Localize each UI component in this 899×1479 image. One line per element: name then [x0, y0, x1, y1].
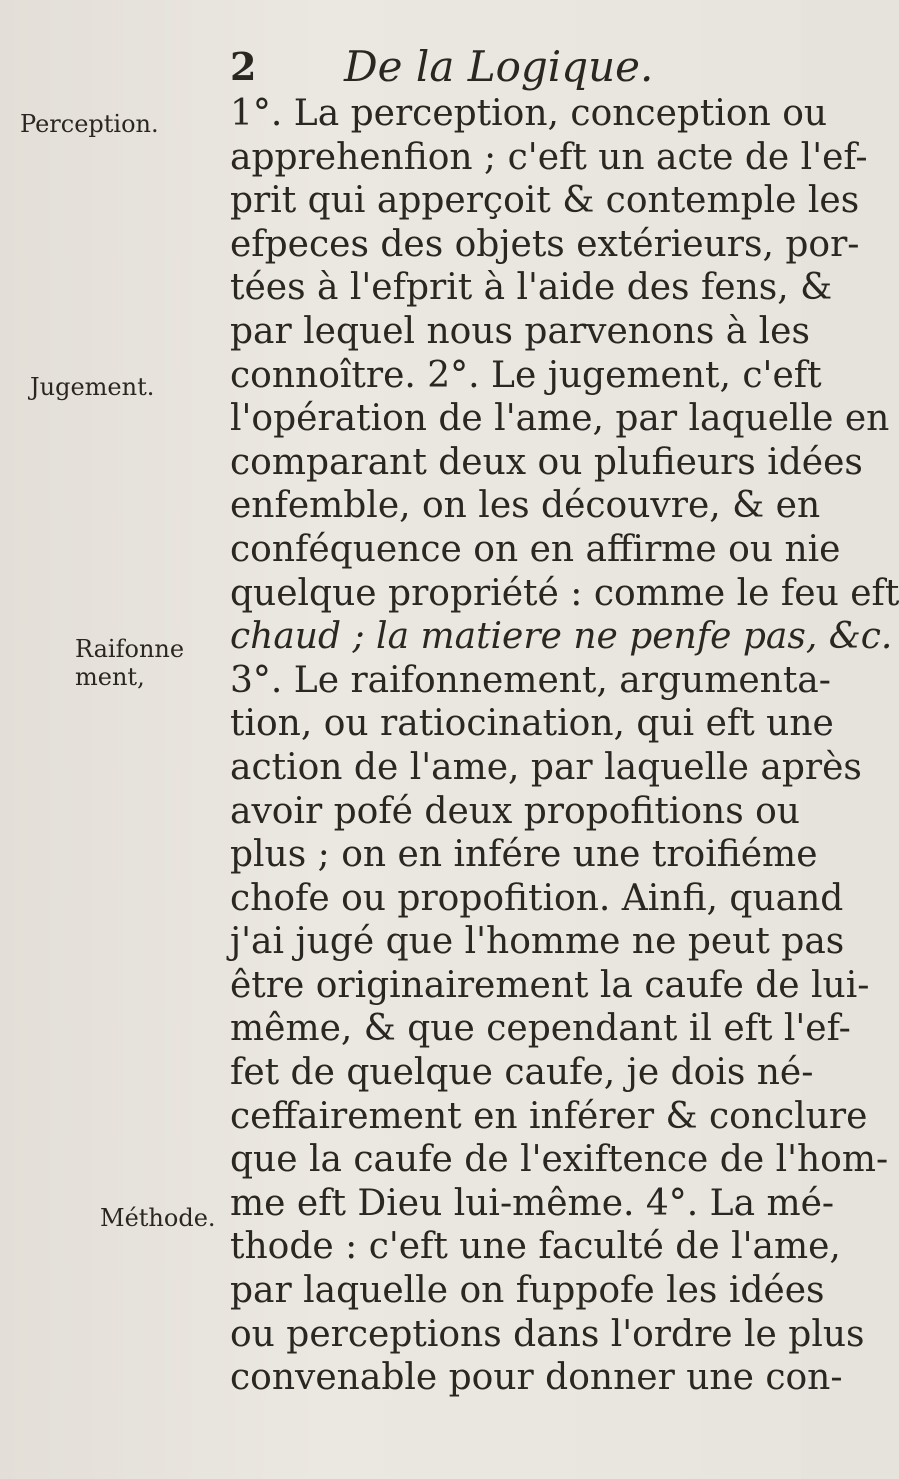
- text-line: même, & que cependant il eft l'ef-: [230, 1008, 851, 1050]
- text-line: chaud ; la matiere ne penfe pas, &c.: [230, 616, 893, 658]
- text-line: action de l'ame, par laquelle après: [230, 746, 862, 788]
- page-header: [210, 42, 670, 92]
- text-line: j'ai jugé que l'homme ne peut pas: [230, 921, 845, 963]
- margin-note-perception: Perception.: [20, 110, 159, 138]
- page-number: 2: [230, 44, 257, 89]
- margin-note-raisonnement: Raifonne: [75, 635, 185, 663]
- text-line: tion, ou ratiocination, qui eft une: [230, 703, 834, 745]
- text-line: ceffairement en inférer & conclure: [230, 1095, 868, 1137]
- text-line: ou perceptions dans l'ordre le plus: [230, 1313, 865, 1355]
- margin-note-methode: Méthode.: [100, 1204, 216, 1232]
- text-line: enfemble, on les découvre, & en: [230, 485, 821, 527]
- text-line: prit qui apperçoit & contemple les: [230, 180, 860, 222]
- text-line: me eft Dieu lui-même. 4°. La mé-: [230, 1182, 835, 1224]
- margin-note-raisonnement-cont: ment,: [75, 663, 145, 691]
- text-line: par lequel nous parvenons à les: [230, 310, 810, 352]
- text-line: chofe ou propofition. Ainfi, quand: [230, 877, 844, 919]
- text-line: convenable pour donner une con-: [230, 1357, 843, 1399]
- text-line: plus ; on en infére une troifiéme: [230, 834, 818, 876]
- text-line: connoître. 2°. Le jugement, c'eft: [230, 354, 822, 396]
- text-line: quelque propriété : comme le feu eft: [230, 572, 899, 614]
- text-line: efpeces des objets extérieurs, por-: [230, 223, 860, 265]
- body-text: [230, 92, 899, 1400]
- text-line: l'opération de l'ame, par laquelle en: [230, 398, 890, 440]
- text-line: comparant deux ou plufieurs idées: [230, 441, 863, 483]
- text-line: conféquence on en affirme ou nie: [230, 528, 841, 570]
- text-line: par laquelle on fuppofe les idées: [230, 1270, 825, 1312]
- text-line: fet de quelque caufe, je dois né-: [230, 1052, 814, 1094]
- running-title: De la Logique.: [344, 42, 654, 91]
- text-line: 1°. La perception, conception ou: [230, 93, 828, 134]
- text-line: apprehenfion ; c'eft un acte de l'ef-: [230, 136, 868, 178]
- text-line: tées à l'efprit à l'aide des fens, &: [230, 267, 833, 309]
- text-line: être originairement la caufe de lui-: [230, 964, 870, 1006]
- margin-note-jugement: Jugement.: [30, 373, 155, 401]
- text-line: thode : c'eft une faculté de l'ame,: [230, 1226, 841, 1268]
- text-line: avoir pofé deux propofitions ou: [230, 790, 800, 832]
- text-line: 3°. Le raifonnement, argumenta-: [230, 659, 831, 701]
- text-line: que la caufe de l'exiftence de l'hom-: [230, 1139, 889, 1181]
